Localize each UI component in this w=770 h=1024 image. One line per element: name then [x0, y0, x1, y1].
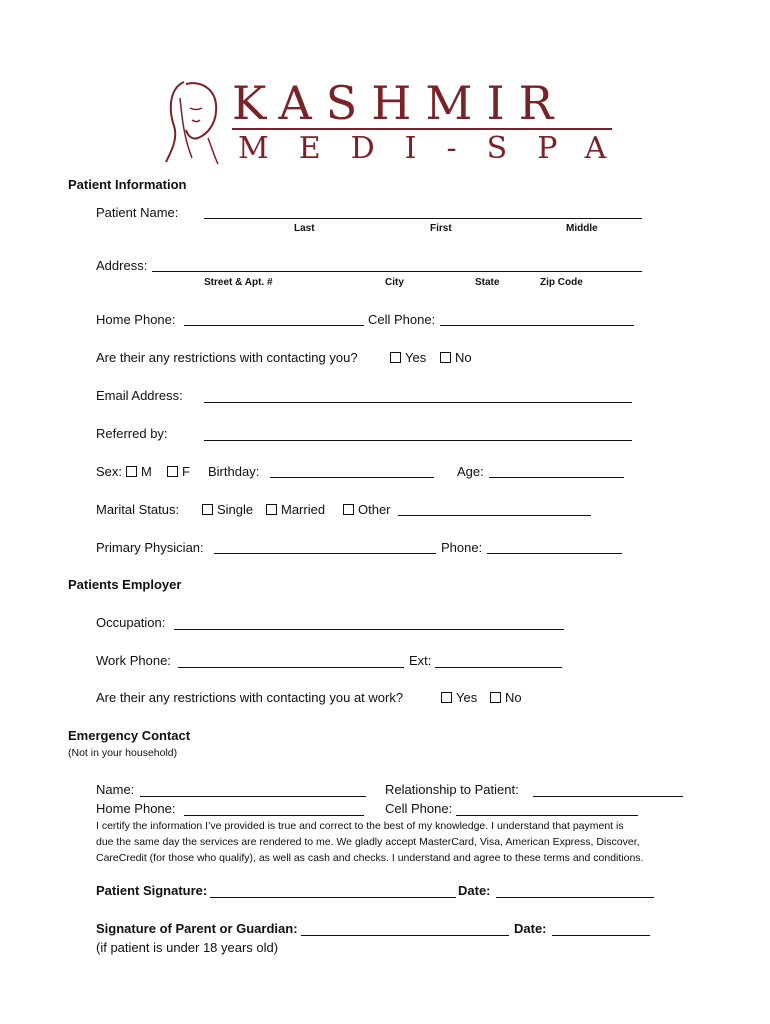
patient-signature-field[interactable]: [210, 897, 456, 898]
sex-f-option[interactable]: [167, 464, 190, 479]
checkbox[interactable]: [167, 466, 178, 477]
last-name-caption: Last: [294, 223, 315, 234]
m-label: M: [141, 464, 152, 479]
f-label: F: [182, 464, 190, 479]
birthday-field[interactable]: [270, 477, 434, 478]
referred-by-field[interactable]: [204, 440, 632, 441]
checkbox[interactable]: [440, 352, 451, 363]
address-field[interactable]: [152, 271, 642, 272]
emergency-cell-phone-field[interactable]: [456, 815, 638, 816]
address-label: Address:: [96, 258, 148, 273]
first-name-caption: First: [430, 223, 452, 234]
restrict-yes-option[interactable]: [390, 350, 426, 365]
city-caption: City: [385, 277, 404, 288]
occupation-field[interactable]: [174, 629, 564, 630]
age-field[interactable]: [489, 477, 624, 478]
patient-name-label: Patient Name:: [96, 205, 179, 220]
work-phone-field[interactable]: [178, 667, 404, 668]
emergency-name-field[interactable]: [140, 796, 366, 797]
guardian-signature-label: Signature of Parent or Guardian:: [96, 921, 298, 936]
physician-phone-field[interactable]: [487, 553, 622, 554]
patient-name-field[interactable]: [204, 218, 642, 219]
woman-profile-logo-icon: [162, 78, 226, 168]
marital-other-field[interactable]: [398, 515, 591, 516]
marital-married-option[interactable]: [266, 502, 325, 517]
home-phone-label: Home Phone:: [96, 312, 176, 327]
checkbox[interactable]: [202, 504, 213, 515]
street-caption: Street & Apt. #: [204, 277, 273, 288]
logo-title: KASHMIR: [232, 76, 568, 130]
relationship-field[interactable]: [533, 796, 683, 797]
checkbox[interactable]: [390, 352, 401, 363]
state-caption: State: [475, 277, 500, 288]
logo-subtitle: MEDI-SPA: [238, 131, 637, 166]
work-restrict-no-option[interactable]: [490, 690, 522, 705]
logo-divider: [232, 128, 612, 130]
marital-other-option[interactable]: [343, 502, 391, 517]
guardian-signature-field[interactable]: [301, 935, 509, 936]
patient-date-label: Date:: [458, 883, 491, 898]
primary-physician-field[interactable]: [214, 553, 436, 554]
middle-name-caption: Middle: [566, 223, 598, 234]
section-patients-employer: Patients Employer: [68, 577, 182, 592]
no-label: No: [455, 350, 472, 365]
certification-line-2: due the same day the services are rendered to me. We gladly accept MasterCard, Visa, American Express, Discover,: [96, 836, 640, 848]
work-restrict-yes-option[interactable]: [441, 690, 477, 705]
guardian-date-field[interactable]: [552, 935, 650, 936]
age-label: Age:: [457, 464, 484, 479]
work-restrictions-question: Are their any restrictions with contacting you at work?: [96, 690, 404, 705]
yes-label: Yes: [456, 690, 478, 705]
work-phone-label: Work Phone:: [96, 653, 171, 668]
relationship-label: Relationship to Patient:: [385, 782, 519, 797]
emergency-home-phone-field[interactable]: [184, 815, 364, 816]
emergency-cell-phone-label: Cell Phone:: [385, 801, 453, 816]
physician-phone-label: Phone:: [441, 540, 483, 555]
ext-field[interactable]: [435, 667, 562, 668]
certification-line-1: I certify the information I’ve provided is true and correct to the best of my knowledge. I understand that payment is: [96, 820, 624, 832]
cell-phone-label: Cell Phone:: [368, 312, 436, 327]
section-emergency-contact: Emergency Contact: [68, 728, 191, 743]
married-label: Married: [281, 502, 326, 517]
guardian-date-label: Date:: [514, 921, 547, 936]
checkbox[interactable]: [126, 466, 137, 477]
restrict-no-option[interactable]: [440, 350, 472, 365]
other-label: Other: [358, 502, 391, 517]
checkbox[interactable]: [490, 692, 501, 703]
checkbox[interactable]: [266, 504, 277, 515]
email-label: Email Address:: [96, 388, 183, 403]
patient-signature-label: Patient Signature:: [96, 883, 208, 898]
birthday-label: Birthday:: [208, 464, 260, 479]
emergency-home-phone-label: Home Phone:: [96, 801, 176, 816]
checkbox[interactable]: [441, 692, 452, 703]
cell-phone-field[interactable]: [440, 325, 634, 326]
section-patient-information: Patient Information: [68, 177, 187, 192]
primary-physician-label: Primary Physician:: [96, 540, 204, 555]
ext-label: Ext:: [409, 653, 432, 668]
checkbox[interactable]: [343, 504, 354, 515]
patient-date-field[interactable]: [496, 897, 654, 898]
guardian-note: (if patient is under 18 years old): [96, 940, 279, 955]
marital-status-label: Marital Status:: [96, 502, 180, 517]
certification-line-3: CareCredit (for those who qualify), as well as cash and checks. I understand and agree to these terms and conditions.: [96, 852, 644, 864]
email-field[interactable]: [204, 402, 632, 403]
single-label: Single: [217, 502, 254, 517]
contact-restrictions-question: Are their any restrictions with contacting you?: [96, 350, 358, 365]
referred-by-label: Referred by:: [96, 426, 168, 441]
emergency-note: (Not in your household): [68, 747, 178, 759]
no-label: No: [505, 690, 522, 705]
yes-label: Yes: [405, 350, 427, 365]
marital-single-option[interactable]: [202, 502, 253, 517]
sex-label: Sex:: [96, 464, 123, 479]
sex-m-option[interactable]: [126, 464, 152, 479]
occupation-label: Occupation:: [96, 615, 166, 630]
zip-code-caption: Zip Code: [540, 277, 583, 288]
emergency-name-label: Name:: [96, 782, 135, 797]
home-phone-field[interactable]: [184, 325, 364, 326]
